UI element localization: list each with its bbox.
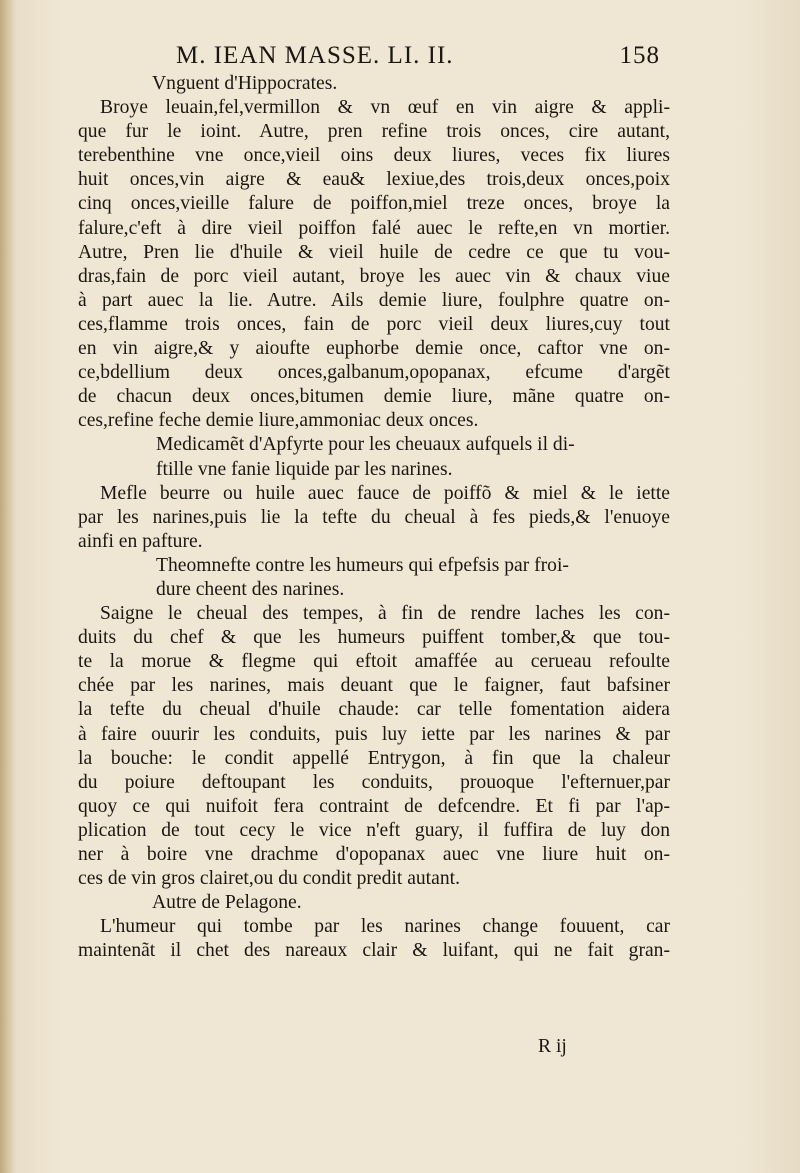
- section-heading: Theomnefte contre les humeurs qui efpefsis par froi-: [156, 554, 569, 576]
- text-line: du poiure deftoupant les conduits, prouoque l'efternuer,par: [78, 771, 670, 793]
- text-line: ner à boire vne drachme d'opopanax auec vne liure huit on-: [78, 844, 670, 865]
- section-heading-continued: dure cheent des narines.: [156, 578, 345, 600]
- running-head: [176, 42, 660, 74]
- text-line: Mefle beurre ou huile auec fauce de poiffõ & miel & le iette: [100, 482, 670, 504]
- text-line: ces de vin gros clairet,ou du condit predit autant.: [78, 868, 460, 890]
- text-line: terebenthine vne once,vieil oins deux liures, veces fix liures: [78, 145, 670, 167]
- text-line: à part auec la lie. Autre. Ails demie liure, foulphre quatre on-: [78, 289, 670, 311]
- text-line: Autre, Pren lie d'huile & vieil huile de cedre ce que tu vou-: [78, 241, 670, 263]
- text-line: par les narines,puis lie la tefte du cheual à fes pieds,& l'enuoye: [78, 506, 670, 528]
- body-text: [78, 72, 670, 963]
- text-line: en vin aigre,& y aioufte euphorbe demie once, caftor vne on-: [78, 338, 670, 360]
- text-line: à faire ouurir les conduits, puis luy iette par les narines & par: [78, 723, 670, 745]
- text-line: ces,flamme trois onces, fain de porc vieil deux liures,cuy tout: [78, 313, 670, 335]
- text-line: cinq onces,vieille falure de poiffon,miel treze onces, broye la: [78, 193, 670, 215]
- text-line: te la morue & flegme qui eftoit amaffée au cerueau refoulte: [78, 651, 670, 673]
- text-line: plication de tout cecy le vice n'eft guary, il fuffira de luy don: [78, 819, 670, 841]
- signature-mark: R ij: [538, 1036, 567, 1057]
- text-line: falure,c'eft à dire vieil poiffon falé auec le refte,en vn mortier.: [78, 217, 670, 239]
- text-line: ces,refine feche demie liure,ammoniac deux onces.: [78, 410, 479, 432]
- text-line: de chacun deux onces,bitumen demie liure, mãne quatre on-: [78, 386, 670, 408]
- page-number: 158: [619, 42, 660, 69]
- binding-edge: [0, 0, 14, 1173]
- text-line: Saigne le cheual des tempes, à fin de rendre laches les con-: [100, 603, 670, 625]
- text-line: dras,fain de porc vieil autant, broye les auec vin & chaux viue: [78, 265, 670, 287]
- text-line: quoy ce qui nuifoit fera contraint de defcendre. Et fi par l'ap-: [78, 795, 670, 817]
- text-line: ainfi en pafture.: [78, 530, 203, 552]
- text-line: que fur le ioint. Autre, pren refine trois onces, cire autant,: [78, 121, 670, 143]
- text-line: huit onces,vin aigre & eau& lexiue,des trois,deux onces,poix: [78, 169, 670, 191]
- text-line: la bouche: le condit appellé Entrygon, à fin que la chaleur: [78, 747, 670, 769]
- text-line: la tefte du cheual d'huile chaude: car telle fomentation aidera: [78, 699, 670, 721]
- section-heading: Vnguent d'Hippocrates.: [152, 73, 338, 94]
- text-line: duits du chef & que les humeurs puiffent tomber,& que tou-: [78, 627, 670, 649]
- section-heading: Medicamẽt d'Apfyrte pour les cheuaux aufquels il di-: [156, 434, 575, 456]
- text-line: L'humeur qui tombe par les narines change fouuent, car: [100, 916, 670, 938]
- text-line: maintenãt il chet des nareaux clair & luifant, qui ne fait gran-: [78, 940, 670, 962]
- running-head-title: M. IEAN MASSE. LI. II.: [176, 42, 454, 69]
- section-heading: Autre de Pelagone.: [152, 892, 302, 914]
- text-line: ce,bdellium deux onces,galbanum,opopanax, efcume d'argẽt: [78, 362, 670, 384]
- text-line: Broye leuain,fel,vermillon & vn œuf en vin aigre & appli-: [100, 97, 670, 119]
- section-heading-continued: ftille vne fanie liquide par les narines.: [156, 458, 453, 480]
- text-line: chée par les narines, mais deuant que le faigner, faut bafsiner: [78, 675, 670, 697]
